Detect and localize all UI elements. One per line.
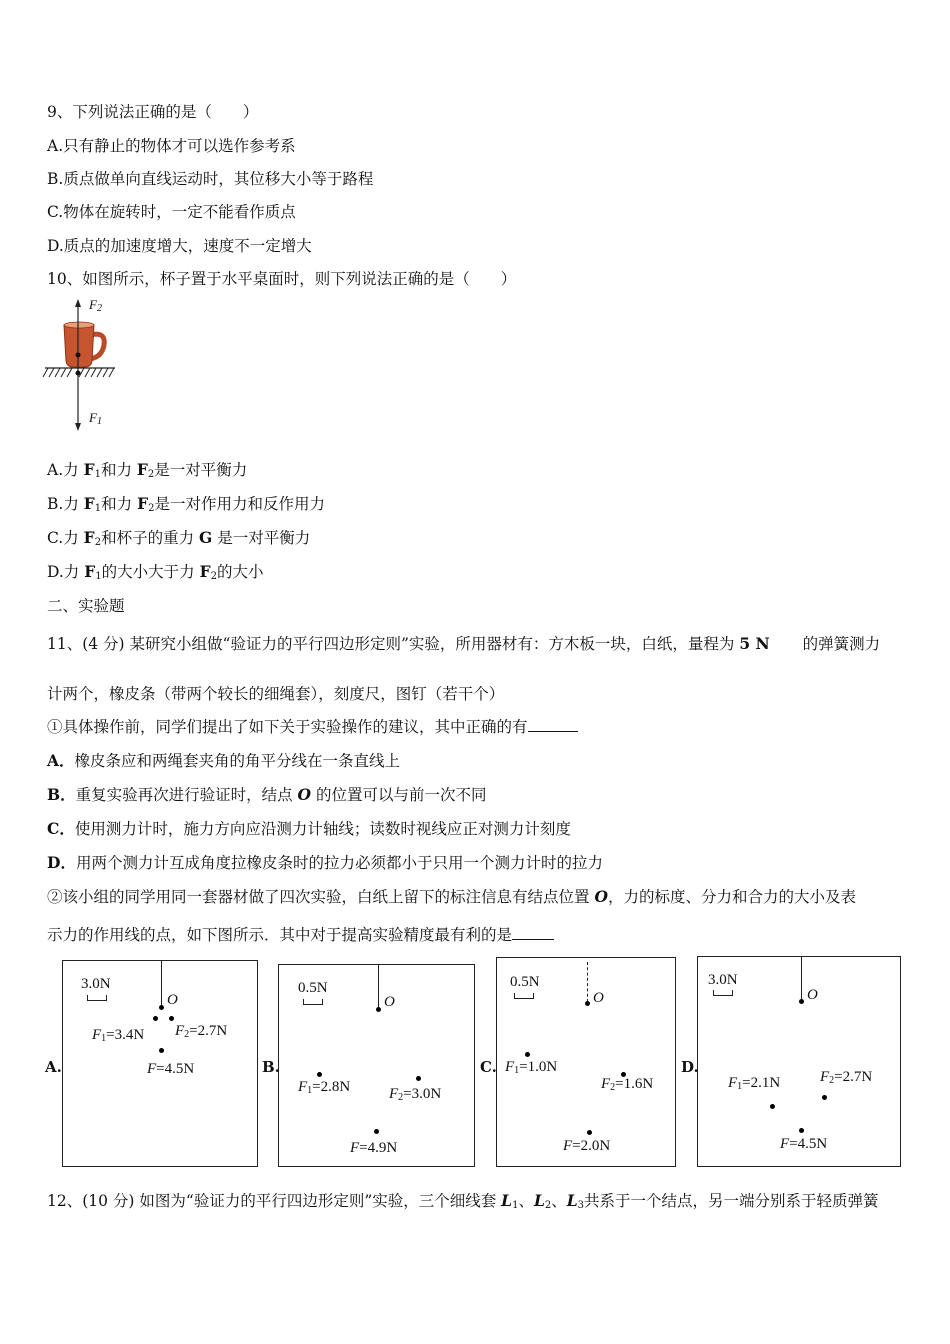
q11-sub2-line1: ②该小组的同学用同一套器材做了四次实验，白纸上留下的标注信息有结点位置 O，力的标度、分力和合力的大小及表 (47, 887, 856, 906)
cup-force-figure (40, 295, 130, 435)
f1-point (770, 1104, 775, 1109)
panel-b (278, 964, 475, 1167)
scale-label: 3.0N (81, 976, 111, 992)
f2-point (822, 1095, 827, 1100)
knot-point (376, 1007, 381, 1012)
panel-c-label: C. (480, 1058, 497, 1076)
f1-point (153, 1016, 158, 1021)
q11-line2: 计两个，橡皮条（带两个较长的细绳套），刻度尺，图钉（若干个） (47, 685, 505, 703)
q10-option-d: D.力 $F_1$的大小大于力 $F_2$的大小 (47, 562, 264, 582)
scale-bar (303, 999, 323, 1005)
f-label: F=4.9N (350, 1140, 398, 1156)
f2-point (169, 1016, 174, 1021)
rubber-band-line (161, 961, 162, 1007)
f-point (799, 1128, 804, 1133)
f1-label: $F_1=2.8N$ (298, 1079, 351, 1096)
scale-bar (713, 990, 733, 996)
scale-label: 0.5N (298, 980, 328, 996)
section-title: 二、实验题 (47, 597, 125, 615)
f1-label: $F_1=3.4N$ (92, 1027, 145, 1044)
f2-label: $F_2=2.7N$ (175, 1023, 228, 1040)
f-point (159, 1048, 164, 1053)
rubber-band-line (587, 962, 588, 1002)
q11-option-d: D．用两个测力计互成角度拉橡皮条时的拉力必须都小于只用一个测力计时的拉力 (47, 853, 603, 872)
f-point (374, 1129, 379, 1134)
knot-label: O (593, 990, 604, 1006)
panel-d-label: D. (681, 1058, 699, 1076)
f1-label: $F_1=1.0N$ (505, 1059, 558, 1076)
panel-a-label: A. (45, 1058, 62, 1076)
rubber-band-line (378, 965, 379, 1009)
panel-a (62, 960, 258, 1167)
knot-label: O (167, 992, 178, 1008)
q11-option-a: A．橡皮条应和两绳套夹角的角平分线在一条直线上 (47, 751, 401, 770)
f2-label: $F_2=2.7N$ (820, 1069, 873, 1086)
f-label: F=2.0N (563, 1138, 611, 1154)
scale-bar (87, 995, 107, 1001)
f1-point (317, 1072, 322, 1077)
f-label: F=4.5N (147, 1061, 195, 1077)
q11-line1: 11、(4 分) 某研究小组做“验证力的平行四边形定则”实验，所用器材有：方木板一块，白纸，量程为 5 N 的弹簧测力 (47, 634, 881, 653)
q9-option-a: A.只有静止的物体才可以选作参考系 (47, 137, 296, 155)
f2-label: $F_2=3.0N$ (389, 1086, 442, 1103)
panel-b-label: B. (262, 1058, 280, 1076)
scale-label: 3.0N (708, 972, 738, 988)
knot-label: O (384, 994, 395, 1010)
f1-label: $F_1$ (89, 410, 102, 427)
q11-sub2-line2: 示力的作用线的点，如下图所示．其中对于提高实验精度最有利的是 (47, 925, 554, 945)
answer-blank-1[interactable] (528, 717, 578, 732)
knot-point (159, 1005, 164, 1010)
knot-point (585, 1001, 590, 1006)
q10-stem: 10、如图所示，杯子置于水平桌面时，则下列说法正确的是（ ） (47, 270, 517, 288)
knot-label: O (807, 987, 818, 1003)
q10-option-a: A.力 $F_1$和力 $F_2$是一对平衡力 (47, 460, 248, 480)
answer-blank-2[interactable] (512, 925, 554, 940)
cup-diagram (40, 295, 130, 435)
q10-option-c: C.力 $F_2$和杯子的重力 G 是一对平衡力 (47, 528, 311, 548)
f1-point (525, 1052, 530, 1057)
f2-point (416, 1076, 421, 1081)
q9-stem: 9、下列说法正确的是（ ） (47, 103, 259, 121)
f2-label: $F_2=1.6N$ (601, 1076, 654, 1093)
q10-option-b: B.力 $F_1$和力 $F_2$是一对作用力和反作用力 (47, 494, 325, 514)
rubber-band-line (801, 957, 802, 1001)
q9-option-b: B.质点做单向直线运动时，其位移大小等于路程 (47, 170, 374, 188)
knot-point (799, 999, 804, 1004)
f1-label: $F_1=2.1N$ (728, 1075, 781, 1092)
scale-label: 0.5N (510, 974, 540, 990)
f-point (587, 1130, 592, 1135)
panel-c (496, 957, 676, 1167)
q9-option-c: C.物体在旋转时，一定不能看作质点 (47, 203, 296, 221)
q11-sub1: ①具体操作前，同学们提出了如下关于实验操作的建议，其中正确的有 (47, 717, 578, 737)
f2-label: $F_2$ (89, 297, 102, 314)
q11-option-b: B．重复实验再次进行验证时，结点 O 的位置可以与前一次不同 (47, 785, 487, 804)
q9-option-d: D.质点的加速度增大，速度不一定增大 (47, 237, 312, 255)
panel-d (697, 956, 901, 1167)
q11-option-c: C．使用测力计时，施力方向应沿测力计轴线；读数时视线应正对测力计刻度 (47, 819, 571, 838)
q12-stem: 12、(10 分) 如图为“验证力的平行四边形定则”实验，三个细线套 $L_1$、$L_2$、$L_3$共系于一个结点，另一端分别系于轻质弹簧 (47, 1191, 879, 1211)
f-label: F=4.5N (780, 1136, 828, 1152)
scale-bar (514, 993, 534, 999)
